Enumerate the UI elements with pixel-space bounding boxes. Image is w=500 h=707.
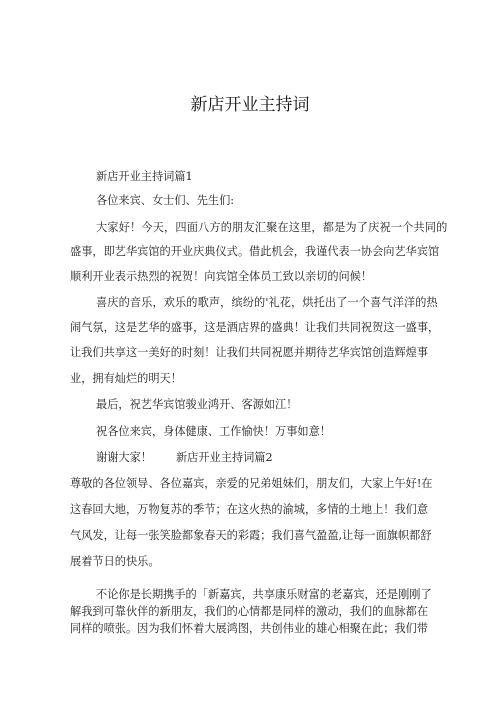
paragraph-line: 顺利开业表示热烈的祝贺！向宾馆全体员工致以亲切的问候！ bbox=[70, 270, 373, 283]
page-title: 新店开业主持词 bbox=[190, 95, 310, 115]
paragraph-line: 盛事，即艺华宾馆的开业庆典仪式。借此机会，我谨代表一协会向艺华宾馆 bbox=[70, 245, 440, 258]
section-heading-1: 新店开业主持词篇1 bbox=[96, 170, 193, 183]
paragraph-line: 喜庆的音乐，欢乐的歌声，缤纷的'礼花，烘托出了一个喜气洋洋的热 bbox=[96, 296, 438, 309]
paragraph-line bbox=[96, 451, 273, 465]
paragraph-line: 不论你是长期携手的「新嘉宾，共享康乐财富的老嘉宾，还是刚刚了 bbox=[96, 588, 432, 601]
paragraph-line: 最后，祝艺华宾馆骏业鸿开、客源如江！ bbox=[96, 398, 298, 411]
section-heading-2: 新店开业主持词篇2 bbox=[175, 451, 273, 464]
paragraph-line: 各位来宾、女士们、先生们: bbox=[96, 194, 235, 207]
thanks-text: 谢谢大家！ bbox=[96, 451, 152, 464]
paragraph-line: 闹气氛，这是艺华的盛事，这是酒店界的盛典！让我们共同祝贺这一盛事， bbox=[70, 321, 440, 334]
paragraph-line: 解我到可靠伙伴的新朋友，我们的心情都是同样的激动，我们的血脉都在 bbox=[70, 605, 429, 618]
paragraph-line: 展着节日的快乐。 bbox=[70, 555, 160, 568]
paragraph-line: 业，拥有灿烂的明天！ bbox=[70, 372, 182, 385]
paragraph-line: 尊敬的各位领导、各位嘉宾，亲爱的兄弟姐妹们，朋友们，大家上午好!在 bbox=[70, 477, 433, 490]
paragraph-line: 让我们共享这一美好的时刻！让我们共同祝愿并期待艺华宾馆创造辉煌事 bbox=[70, 346, 429, 359]
paragraph-line: 大家好！今天，四面八方的朋友汇聚在这里，都是为了庆祝一个共同的 bbox=[96, 221, 448, 234]
paragraph-line: 同样的喷张。因为我们怀着大展鸿图，共创伟业的雄心相聚在此；我们带 bbox=[70, 622, 429, 635]
paragraph-line: 气风发，让每一张笑脸都象春天的彩霞；我们喜气盈盈,让每一面旗帜都舒 bbox=[70, 529, 432, 542]
paragraph-line: 这春回大地，万物复苏的季节；在这火热的渝城，多情的土地上！我们意 bbox=[70, 503, 429, 516]
paragraph-line: 祝各位来宾，身体健康、工作愉快！万事如意！ bbox=[96, 425, 331, 438]
